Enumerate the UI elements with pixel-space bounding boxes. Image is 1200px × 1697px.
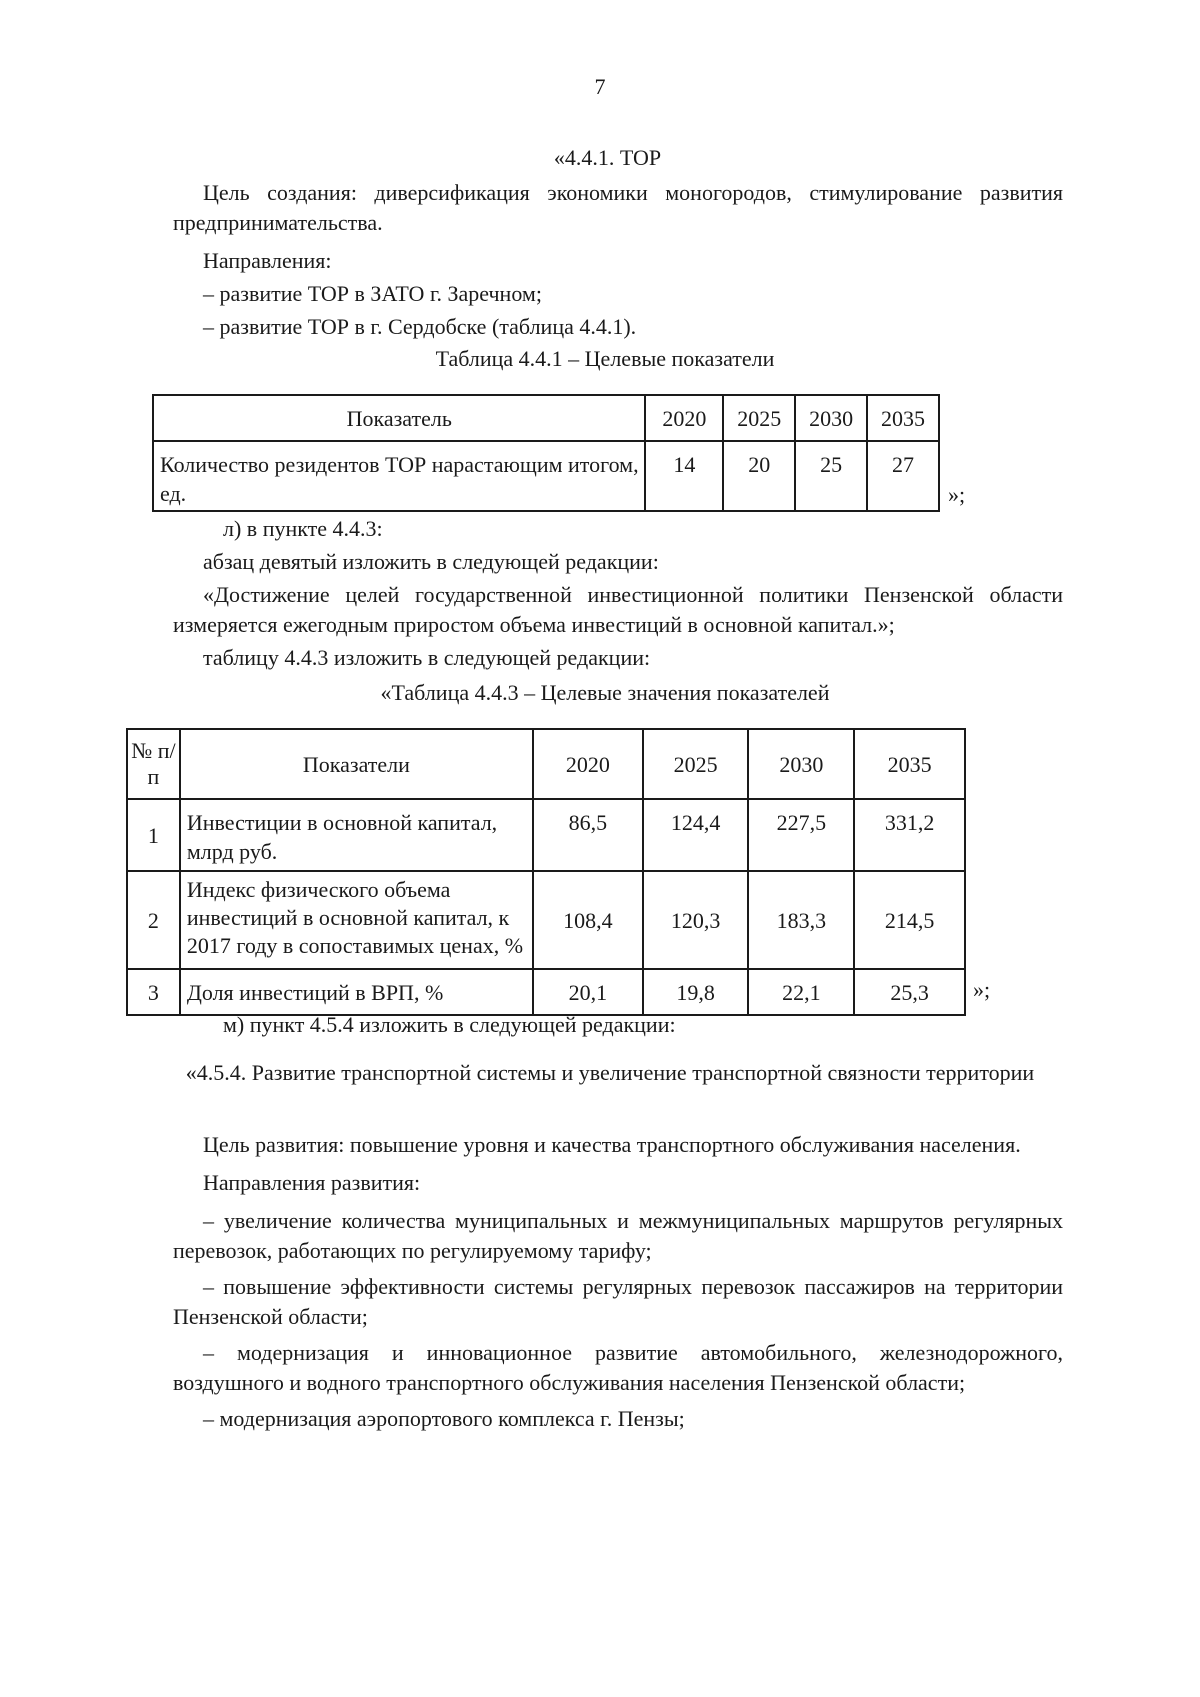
table-441-header-year: 2020 <box>645 395 723 441</box>
table-441 <box>152 394 940 512</box>
amendment-m-item: м) пункт 4.5.4 изложить в следующей редакции: <box>223 1012 676 1037</box>
table-441-cell-value: 27 <box>867 441 939 511</box>
table-443-cell-value: 214,5 <box>854 871 965 969</box>
table-row <box>127 871 965 969</box>
table-443-header-num: № п/п <box>127 729 180 799</box>
section-heading-454: «4.5.4. Развитие транспортной системы и увеличение транспортной связности территории <box>185 1060 1035 1085</box>
table-441-header-row <box>153 395 939 441</box>
table-441-caption: Таблица 4.4.1 – Целевые показатели <box>435 346 775 371</box>
table-443-cell-value: 108,4 <box>533 871 643 969</box>
table-443-header-year: 2025 <box>643 729 749 799</box>
table-443-cell-num: 3 <box>127 969 180 1015</box>
table-443-header-year: 2030 <box>748 729 854 799</box>
table-441-header-year: 2025 <box>723 395 795 441</box>
section-454-body <box>173 1130 1063 1434</box>
table-441-cell-value: 25 <box>795 441 867 511</box>
table-443-cell-indicator: Инвестиции в основной капитал, млрд руб. <box>180 799 533 871</box>
section-441-direction-item: – развитие ТОР в ЗАТО г. Заречном; <box>203 281 542 306</box>
table-441-closing-quote: »; <box>948 482 966 507</box>
table-443-header-year: 2020 <box>533 729 643 799</box>
section-441-directions-label: Направления: <box>203 248 332 273</box>
amendment-l-body <box>173 514 1063 673</box>
table-443-cell-indicator: Доля инвестиций в ВРП, % <box>180 969 533 1015</box>
section-454-goal: Цель развития: повышение уровня и качества транспортного обслуживания населения. <box>203 1132 1021 1157</box>
table-443-cell-value: 86,5 <box>533 799 643 871</box>
table-441-cell-value: 14 <box>645 441 723 511</box>
table-443-cell-indicator: Индекс физического объема инвестиций в основной капитал, к 2017 году в сопоставимых ценах, % <box>180 871 533 969</box>
table-443-cell-value: 25,3 <box>854 969 965 1015</box>
section-454-directions-label: Направления развития: <box>203 1170 421 1195</box>
table-443-caption: «Таблица 4.4.3 – Целевые значения показателей <box>380 680 830 705</box>
section-454-direction-item: – повышение эффективности системы регулярных перевозок пассажиров на территории Пензенской области; <box>173 1274 1063 1329</box>
table-441-header-year: 2030 <box>795 395 867 441</box>
table-443-header-year: 2035 <box>854 729 965 799</box>
section-454-direction-item: – модернизация и инновационное развитие автомобильного, железнодорожного, воздушного и водного транспортного обслуживания населения Пензенской области; <box>173 1340 1063 1395</box>
amendment-l-quote: «Достижение целей государственной инвестиционной политики Пензенской области измеряется ежегодным приростом объема инвестиций в основной капитал.»; <box>173 582 1063 637</box>
table-443 <box>126 728 966 1016</box>
table-441-header-indicator: Показатель <box>153 395 645 441</box>
table-443-cell-value: 331,2 <box>854 799 965 871</box>
section-441-body <box>173 178 1063 342</box>
section-heading-441: «4.4.1. ТОР <box>553 145 662 170</box>
table-443-header-indicator: Показатели <box>180 729 533 799</box>
amendment-l-para: абзац девятый изложить в следующей редакции: <box>203 549 659 574</box>
section-454-direction-item: – модернизация аэропортового комплекса г. Пензы; <box>203 1406 685 1431</box>
page-number: 7 <box>594 74 606 99</box>
table-441-header-year: 2035 <box>867 395 939 441</box>
table-row <box>153 441 939 511</box>
section-441-goal: Цель создания: диверсификация экономики моногородов, стимулирование развития предпринимательства. <box>173 180 1063 235</box>
table-443-cell-value: 120,3 <box>643 871 749 969</box>
table-443-header-row <box>127 729 965 799</box>
table-443-cell-value: 124,4 <box>643 799 749 871</box>
table-row <box>127 969 965 1015</box>
table-441-cell-indicator: Количество резидентов ТОР нарастающим итогом, ед. <box>153 441 645 511</box>
section-441-direction-item: – развитие ТОР в г. Сердобске (таблица 4.4.1). <box>203 314 637 339</box>
table-row <box>127 799 965 871</box>
amendment-l-item: л) в пункте 4.4.3: <box>223 516 383 541</box>
table-443-cell-value: 227,5 <box>748 799 854 871</box>
table-443-cell-num: 1 <box>127 799 180 871</box>
table-443-cell-value: 183,3 <box>748 871 854 969</box>
table-443-cell-value: 22,1 <box>748 969 854 1015</box>
table-441-cell-value: 20 <box>723 441 795 511</box>
table-443-cell-value: 20,1 <box>533 969 643 1015</box>
section-454-direction-item: – увеличение количества муниципальных и межмуниципальных маршрутов регулярных перевозок, работающих по регулируемому тарифу; <box>173 1208 1063 1263</box>
table-443-cell-num: 2 <box>127 871 180 969</box>
table-443-closing-quote: »; <box>973 977 991 1002</box>
amendment-l-para: таблицу 4.4.3 изложить в следующей редакции: <box>203 645 651 670</box>
table-443-cell-value: 19,8 <box>643 969 749 1015</box>
